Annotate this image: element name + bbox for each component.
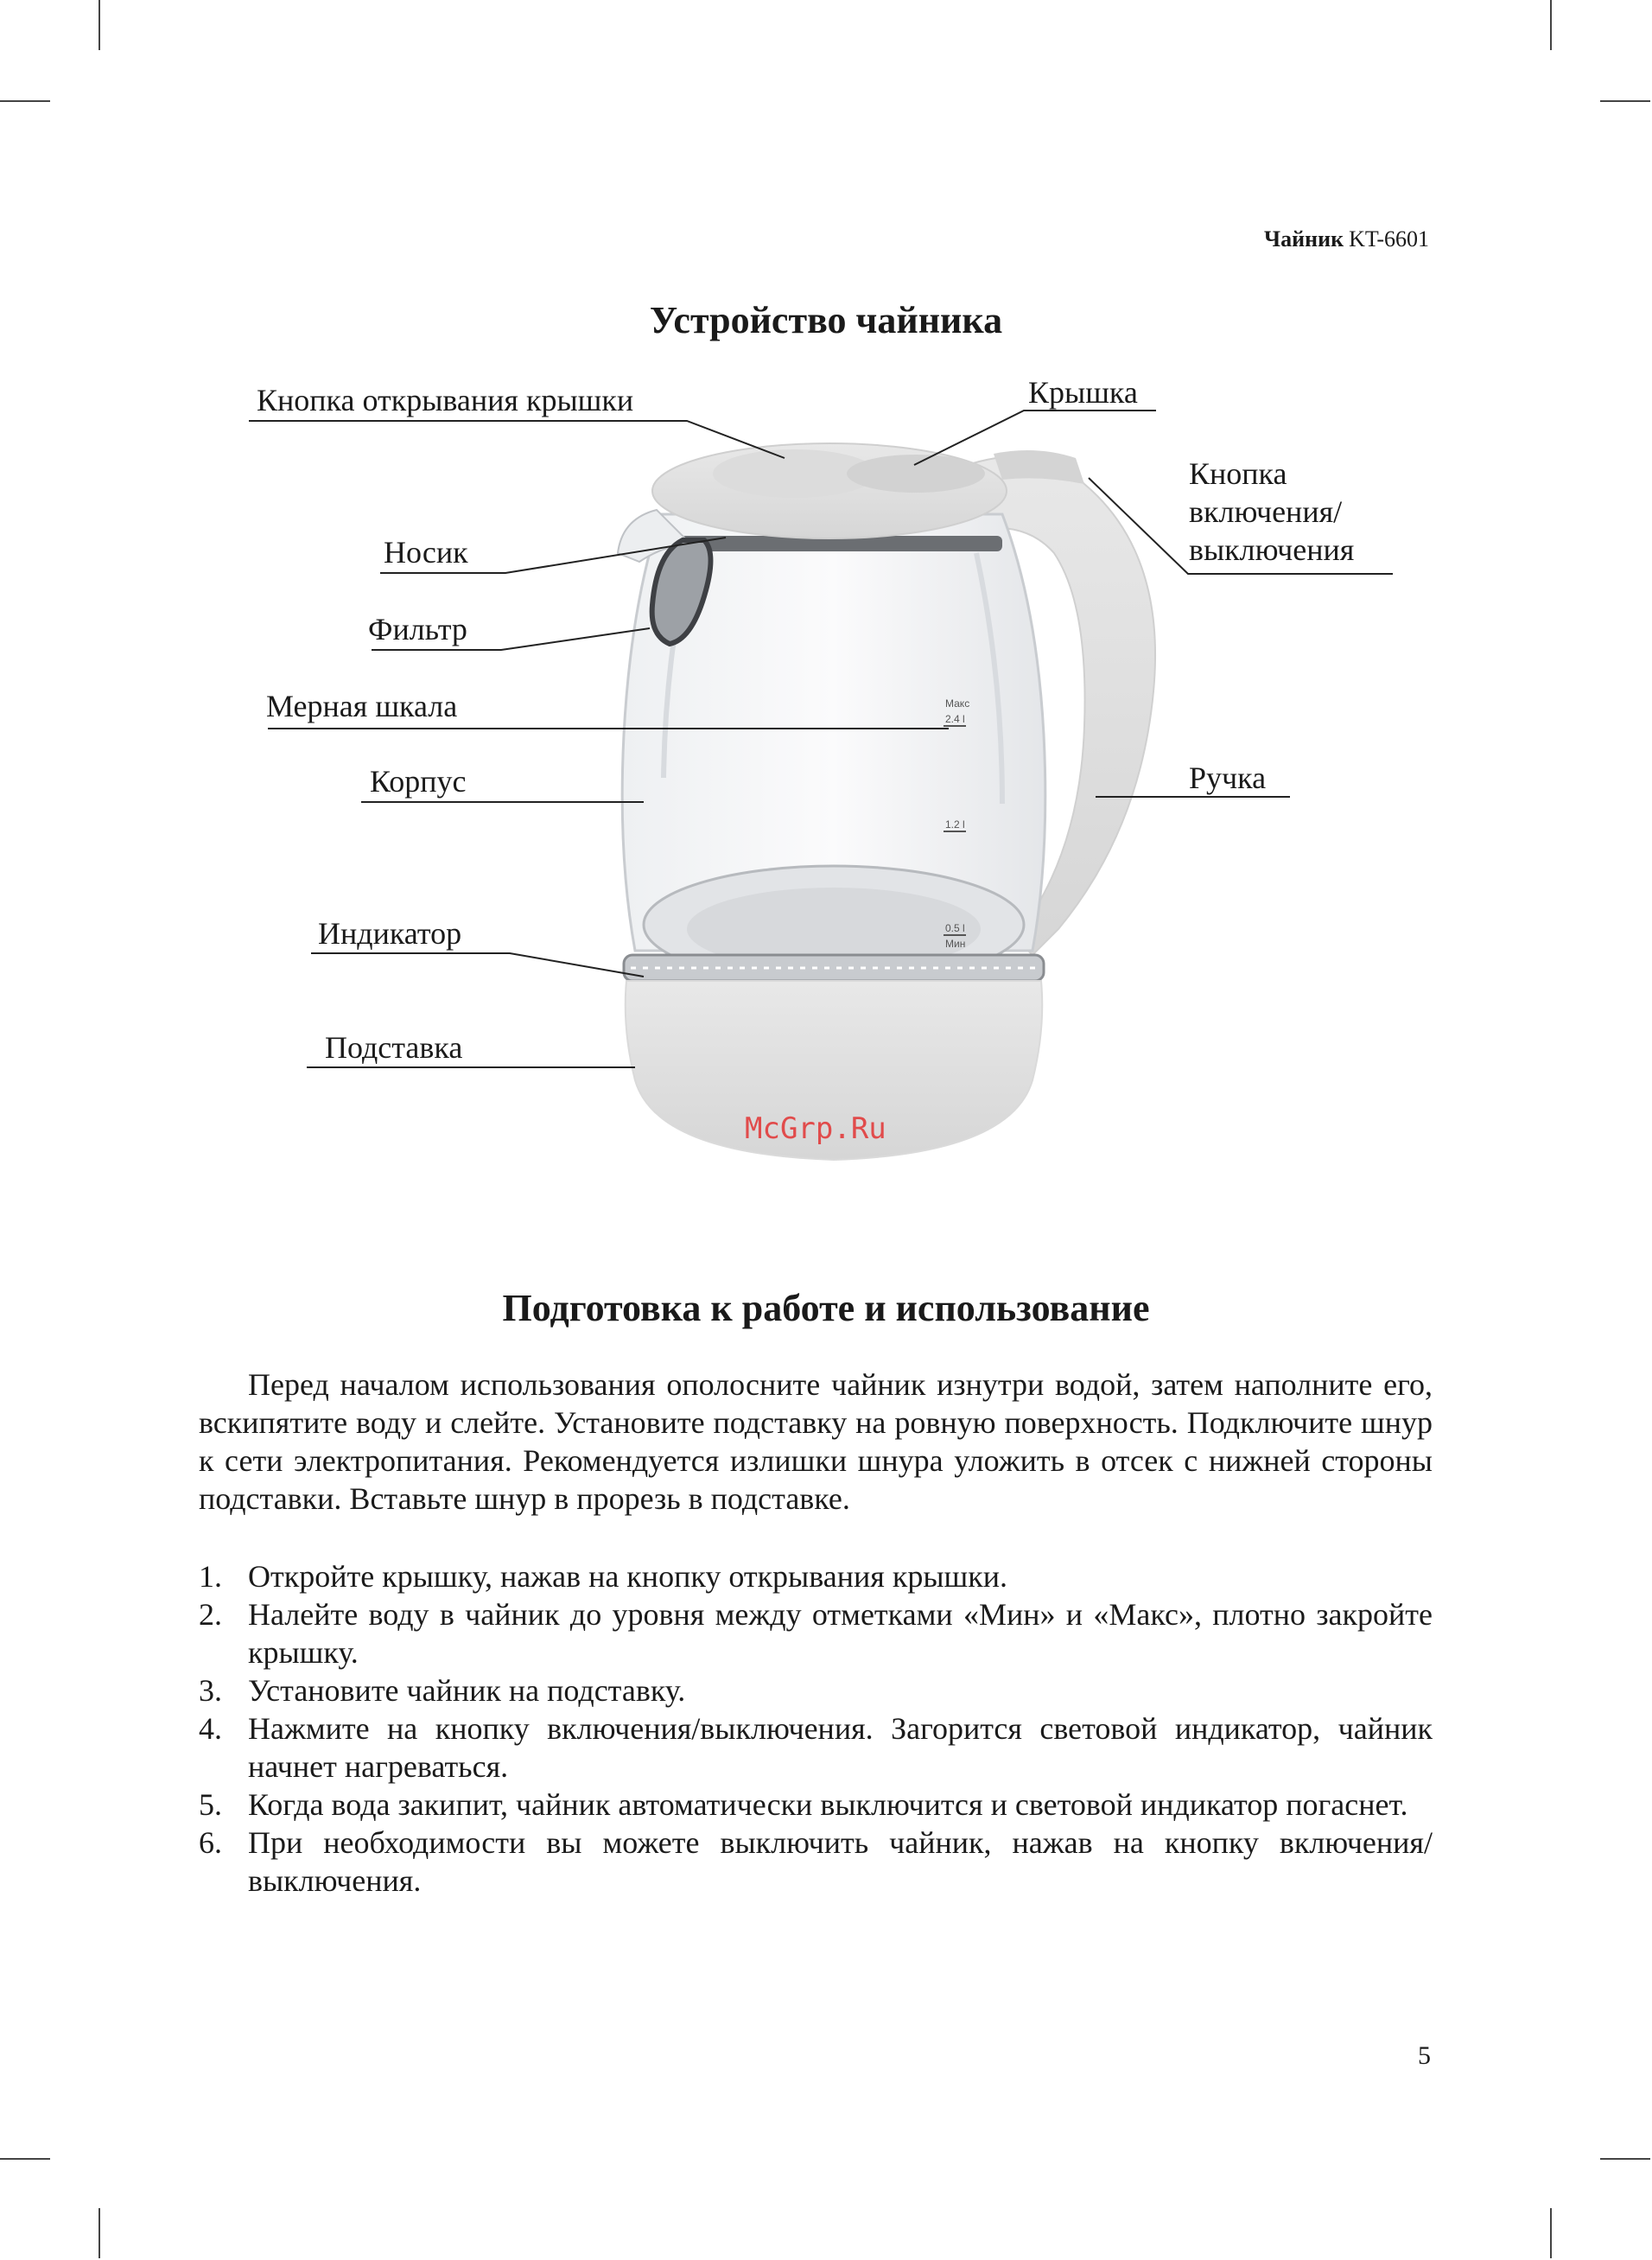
step-number: 4.: [199, 1711, 222, 1746]
header-product: Чайник: [1264, 226, 1344, 251]
crop-mark: [1600, 2158, 1650, 2160]
step-text: Когда вода закипит, чайник автоматически выключится и световой индикатор погаснет.: [248, 1787, 1408, 1822]
step-number: 1.: [199, 1559, 222, 1594]
list-item: [199, 1709, 1433, 1786]
label-scale: Мерная шкала: [266, 689, 458, 723]
step-text: При необходимости вы можете выключить чайник, нажав на кнопку включения/выключения.: [248, 1825, 1433, 1898]
label-lid: Крышка: [1028, 375, 1138, 410]
crop-mark: [1550, 2208, 1552, 2258]
label-power-button: Кнопка включения/ выключения: [1189, 456, 1355, 567]
step-text: Установите чайник на подставку.: [248, 1673, 686, 1708]
list-item: [199, 1786, 1433, 1824]
step-number: 3.: [199, 1673, 222, 1708]
scale-max-label: Макс: [945, 697, 970, 710]
header-model: KT-6601: [1349, 226, 1429, 251]
list-item: [199, 1671, 1433, 1709]
step-text: Откройте крышку, нажав на кнопку открывания крышки.: [248, 1559, 1007, 1594]
label-filter: Фильтр: [368, 612, 467, 646]
label-body: Корпус: [370, 764, 467, 799]
list-item: [199, 1557, 1433, 1595]
crop-mark: [0, 2158, 50, 2160]
list-item: [199, 1595, 1433, 1671]
scale-max-value: 2.4 l: [945, 713, 965, 725]
crop-mark: [98, 2208, 100, 2258]
step-text: Нажмите на кнопку включения/выключения. Загорится световой индикатор, чайник начнет нагреваться.: [248, 1711, 1433, 1784]
steps-list: [199, 1557, 1433, 1900]
indicator-ring: [624, 955, 1044, 981]
label-base: Подставка: [325, 1030, 463, 1065]
scale-min-value: 0.5 l: [945, 922, 965, 934]
step-number: 6.: [199, 1825, 222, 1860]
section-title-usage: Подготовка к работе и использование: [502, 1287, 1150, 1329]
section-title-device: Устройство чайника: [649, 299, 1003, 341]
step-text: Налейте воду в чайник до уровня между отметками «Мин» и «Макс», плотно закройте крышку.: [248, 1597, 1433, 1670]
scale-mid-value: 1.2 l: [945, 818, 965, 831]
label-spout: Носик: [384, 535, 468, 570]
watermark: McGrp.Ru: [745, 1111, 886, 1146]
step-number: 5.: [199, 1787, 222, 1822]
label-lid-button: Кнопка открывания крышки: [257, 383, 634, 417]
label-handle: Ручка: [1189, 761, 1267, 795]
page-number: 5: [1418, 2041, 1431, 2070]
intro-paragraph: Перед началом использования ополосните чайник изнутри водой, затем наполните его, вскипятите воду и слейте. Установите подставку на ровную поверхность. Подключите шнур к сети электропитания. Рекомендуется излишки шнура уложить в отсек с нижней стороны подставки. Вставьте шнур в прорезь в подставке.: [199, 1367, 1433, 1516]
label-indicator: Индикатор: [318, 916, 462, 951]
list-item: [199, 1824, 1433, 1900]
step-number: 2.: [199, 1597, 222, 1632]
scale-min-label: Мин: [945, 938, 966, 950]
